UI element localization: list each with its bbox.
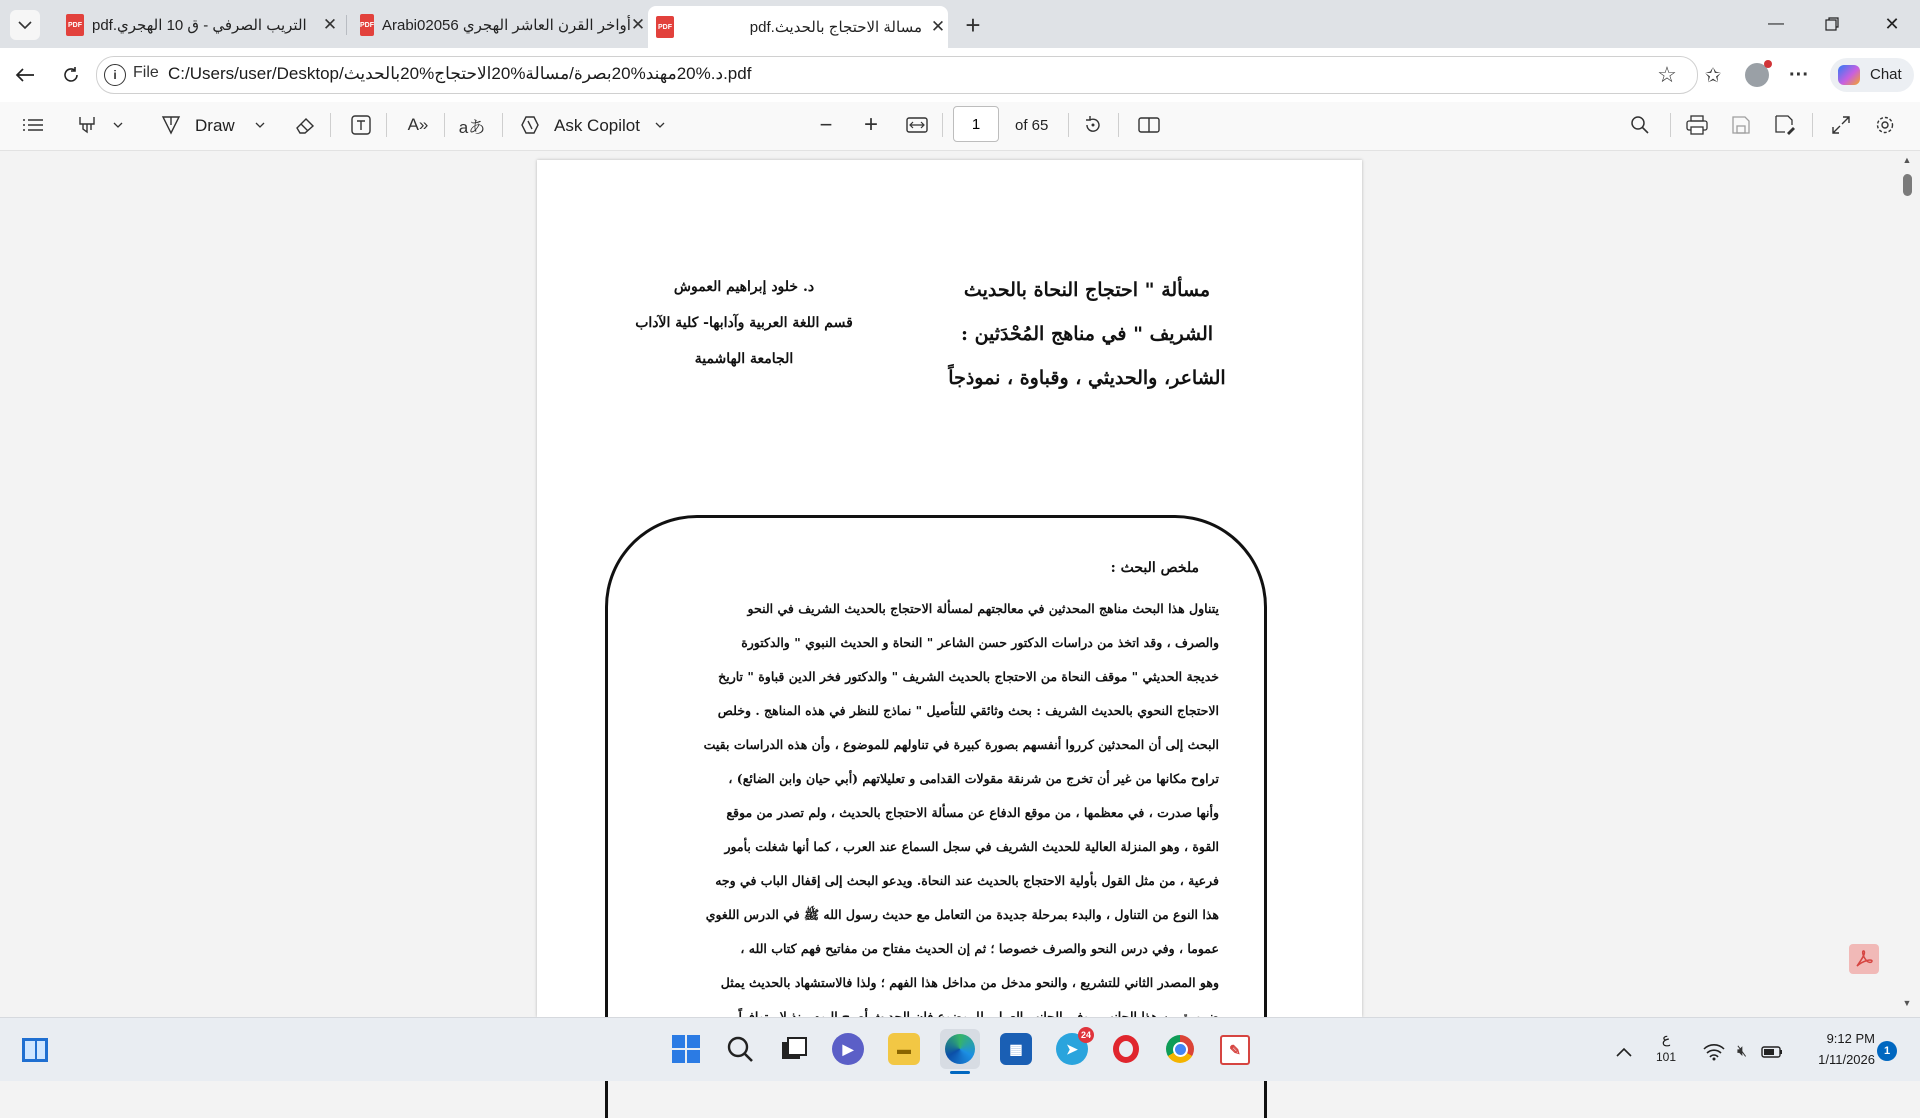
close-icon[interactable]: ✕ [630,15,646,34]
chevron-down-icon [255,122,265,128]
minimize-icon: — [1768,15,1784,32]
tab-title: pdf.التريب الصرفي - ق 10 الهجري [92,17,307,34]
widgets-icon [21,1037,49,1063]
acrobat-icon [1854,949,1874,969]
printer-icon [1686,115,1708,135]
save-as-button[interactable] [1772,112,1798,138]
battery-icon[interactable] [1760,1040,1784,1064]
telegram-app[interactable] [1056,1030,1091,1065]
ask-copilot-label[interactable]: Ask Copilot [554,116,640,135]
abstract-line: فرعية ، من مثل القول بأولية الاحتجاج بالحديث عند النحاة. ويدعو البحث إلى إقفال الباب في وجه [715,873,1219,888]
toolbar-separator [1812,113,1813,137]
settings-button[interactable] [1872,112,1898,138]
author-block [619,269,869,377]
opera-app[interactable] [1110,1033,1142,1065]
pdf-file-icon: PDF [656,16,674,38]
tab-active-pdf[interactable] [648,6,948,48]
toolbar-separator [1670,113,1671,137]
page-number-input[interactable] [953,106,999,142]
store-app[interactable] [1000,1033,1032,1065]
abstract-line: هذا النوع من التناول ، والبدء بمرحلة جديدة من التعامل مع حديث رسول الله ﷺ في الدرس اللغوي [705,907,1219,922]
rotate-button[interactable] [1080,112,1106,138]
search-icon [1630,115,1650,135]
translate-icon: aあ [458,117,486,137]
scroll-down-icon[interactable]: ▼ [1902,998,1912,1008]
toolbar-separator [330,113,331,137]
title-line: مسألة " احتجاج النحاة بالحديث [963,279,1211,301]
scroll-up-icon[interactable]: ▲ [1902,155,1912,165]
teams-app[interactable] [832,1033,864,1065]
task-view-icon [781,1037,807,1061]
highlighter-icon [78,116,96,134]
back-arrow-icon [15,67,35,83]
refresh-icon [62,66,80,84]
abstract-line: القوة ، وهو المنزلة العالية للحديث الشريف في سجل السماع عند العرب ، كما أنها شغلت بأمور [724,839,1219,854]
draw-label[interactable]: Draw [195,116,235,135]
close-icon: ✕ [1884,13,1900,34]
page-view-button[interactable] [1136,112,1162,138]
abstract-line: تراوح مكانها من غير أن تخرج من شرنقة مقولات القدامى و تعليلاتهم (أبي حيان وابن الضائع) ، [728,771,1219,786]
chevron-down-icon [113,122,123,128]
tab-separator [346,15,347,35]
active-app-indicator [950,1071,970,1074]
author-university: الجامعة الهاشمية [694,351,794,367]
telegram-icon: ➤ [1066,1040,1078,1057]
notification-badge[interactable]: 1 [1877,1041,1897,1061]
abstract-line: خديجة الحديثي " موقف النحاة من الاحتجاج بالحديث الشريف " والدكتور فخر الدين قباوة " تاريخ [718,669,1219,684]
eraser-icon [295,116,315,134]
abstract-body [649,592,1219,1034]
search-button[interactable] [724,1033,756,1065]
vertical-scrollbar[interactable] [1896,151,1920,1017]
list-icon [23,118,43,132]
erase-button[interactable] [292,112,318,138]
minimize-button[interactable] [1748,0,1804,48]
new-tab-button[interactable] [958,10,988,40]
pdf-page[interactable] [537,160,1362,1017]
two-page-icon [1138,116,1160,134]
abstract-line: يتناول هذا البحث مناهج المحدثين في معالجتهم لمسألة الاحتجاج بالحديث الشريف في النحو [747,601,1219,616]
info-icon[interactable]: i [104,64,126,86]
zoom-in-button[interactable] [860,112,882,138]
tab-tartib[interactable] [58,7,340,43]
pdf-reader-icon: ✎ [1229,1041,1241,1058]
abstract-heading: ملخص البحث : [1110,560,1199,576]
fit-page-button[interactable] [904,112,930,138]
chrome-app[interactable] [1164,1033,1196,1065]
copilot-icon[interactable] [518,112,544,138]
plus-icon: + [965,9,981,40]
gear-icon [1875,115,1895,135]
print-button[interactable] [1684,112,1710,138]
notification-dot [1764,60,1772,68]
copilot-dropdown[interactable] [652,116,668,134]
toolbar-separator [1118,113,1119,137]
unread-badge: 24 [1078,1027,1094,1043]
search-icon [726,1035,754,1063]
profile-button[interactable] [1744,62,1770,88]
tab-arabi[interactable] [352,7,646,43]
translate-button[interactable] [458,112,486,138]
add-text-button[interactable] [348,112,374,138]
find-button[interactable] [1627,112,1653,138]
scrollbar-thumb[interactable] [1903,174,1912,196]
draw-dropdown[interactable] [252,116,268,134]
paper-title [927,268,1247,400]
author-name: د. خلود إبراهيم العموش [673,279,815,295]
rotate-icon [1083,115,1103,135]
edge-app[interactable] [940,1029,980,1069]
tab-title: Arabi02056 أواخر القرن العاشر الهجري [382,17,631,34]
back-button[interactable] [10,60,40,90]
read-aloud-button[interactable] [404,112,432,138]
chevron-up-icon [1616,1047,1632,1057]
title-line: الشاعر، والحديثي ، وقباوة ، نموذجاً [948,367,1226,389]
fit-width-icon [906,116,928,134]
favorites-icon[interactable]: ✩ [1704,64,1722,87]
read-aloud-icon: A» [407,115,429,134]
title-line: الشريف " في مناهج المُحْدَثين : [960,323,1214,345]
zoom-out-button[interactable] [815,112,837,138]
close-window-button[interactable] [1864,0,1920,48]
fullscreen-button[interactable] [1828,112,1854,138]
save-icon [1732,116,1750,134]
favorite-star-icon[interactable]: ☆ [1657,62,1677,87]
copilot-chat-button[interactable] [1830,58,1914,92]
chrome-icon [1166,1035,1194,1063]
abstract-line: وأنها صدرت ، في معظمها ، من موقع الدفاع عن مسألة الاحتجاج بالحديث ، ولم تصدر من موقع [726,805,1219,820]
toolbar-separator [386,113,387,137]
copilot-icon [1838,65,1860,85]
toolbar-separator [1068,113,1069,137]
abstract-line: عموما ، وفي درس النحو والصرف خصوصا ؛ ثم إن الحديث مفتاح من مفاتيح فهم كتاب الله ، [740,941,1219,956]
pdf-file-icon: PDF [360,14,374,36]
draw-icon[interactable] [158,112,184,138]
toolbar-separator [444,113,445,137]
abstract-line: وهو المصدر الثاني للتشريع ، والنحو مدخل من مداخل هذا الفهم ؛ ولذا فالاستشهاد بالحديث يمثل [720,975,1219,990]
save-as-icon [1775,115,1795,135]
pdf-reader-app[interactable] [1220,1035,1250,1065]
refresh-button[interactable] [56,60,86,90]
chat-label: Chat [1870,66,1902,83]
more-menu-icon[interactable]: ··· [1789,63,1809,86]
tab-list-button[interactable] [10,10,40,40]
minus-icon: − [819,112,833,137]
keyboard-layout[interactable]: 101 [1655,1050,1677,1064]
chevron-down-icon [655,122,665,128]
edge-icon [945,1034,975,1064]
highlight-dropdown[interactable] [110,116,126,134]
author-department: قسم اللغة العربية وآدابها- كلية الآداب [635,315,853,331]
opera-icon [1113,1035,1139,1063]
close-icon[interactable]: ✕ [930,17,946,36]
abstract-line: والصرف ، وقد اتخذ من دراسات الدكتور حسن الشاعر " النحاة و الحديث النبوي " والدكتورة [741,635,1219,650]
restore-button[interactable] [1804,0,1860,48]
page-count: of 65 [1015,117,1049,134]
restore-icon [1825,17,1839,31]
url-text[interactable]: C:/Users/user/Desktop/د.%20مهند%20بصرة/مسالة%20الاحتجاج%20بالحديث.pdf [168,64,752,83]
plus-icon: + [863,111,878,138]
contents-button[interactable] [20,112,46,138]
toolbar-separator [502,113,503,137]
highlight-button[interactable] [74,112,100,138]
file-explorer-app[interactable] [888,1033,920,1065]
tab-title: pdf.مسالة الاحتجاج بالحديث [749,19,922,36]
widgets-button[interactable] [20,1036,50,1064]
input-language[interactable]: ع [1661,1030,1671,1046]
show-hidden-icons[interactable] [1612,1040,1636,1064]
task-view-button[interactable] [778,1033,810,1065]
video-chat-icon: ▶ [842,1040,854,1057]
save-button[interactable] [1728,112,1754,138]
close-icon[interactable]: ✕ [322,15,338,34]
start-button[interactable] [670,1033,702,1065]
text-box-icon [351,115,371,135]
chevron-down-icon [18,20,32,30]
pdf-file-icon: PDF [66,14,84,36]
pen-icon [161,115,181,135]
toolbar-separator [942,113,943,137]
volume-muted-icon[interactable]: 🔇︎ [1736,1043,1748,1060]
abstract-line: الاحتجاج النحوي بالحديث الشريف : بحث وثائقي للتأصيل " نماذج للنظر في هذه المناهج . وخلص [717,703,1219,718]
folder-icon: ▬ [897,1041,911,1057]
store-icon: ▦ [1009,1040,1023,1057]
clock-time[interactable]: 9:12 PM [1826,1031,1875,1046]
expand-icon [1832,116,1850,134]
acrobat-button[interactable] [1849,944,1879,974]
wifi-icon[interactable] [1702,1040,1726,1064]
avatar [1745,63,1769,87]
windows-icon [672,1035,700,1063]
abstract-line: البحث إلى أن المحدثين كرروا أنفسهم بصورة كبيرة في تناولهم للموضوع ، وأن هذه الدراسات بقيت [703,737,1219,752]
clock-date[interactable]: 1/11/2026 [1818,1052,1875,1067]
url-scheme: File [133,64,159,81]
